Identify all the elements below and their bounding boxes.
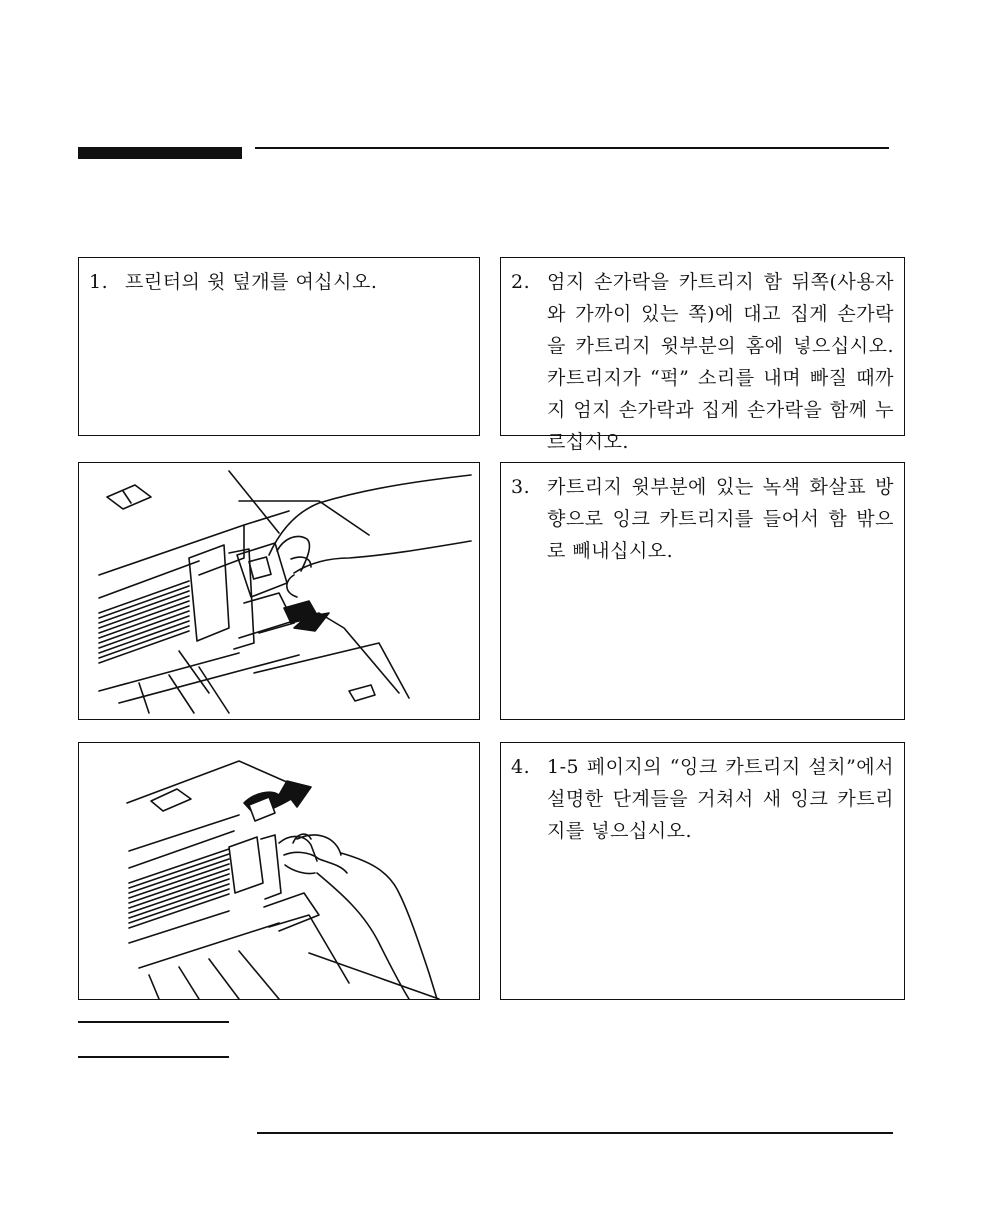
- header-bar: [78, 147, 242, 159]
- step-4-text: 1-5 페이지의 “잉크 카트리지 설치”에서 설명한 단계들을 거쳐서 새 잉크 카트리지를 넣으십시오.: [547, 756, 894, 842]
- footer-rule: [257, 1132, 893, 1134]
- step-3-box: [500, 462, 905, 720]
- step-2-number: 2.: [511, 271, 531, 293]
- illustration-1-box: [78, 462, 480, 720]
- footnote-rule-1: [78, 1021, 229, 1023]
- step-2-box: [500, 257, 905, 453]
- step-1-box: [78, 257, 480, 436]
- step-3-text: 카트리지 윗부분에 있는 녹색 화살표 방향으로 잉크 카트리지를 들어서 함 밖으로 빼내십시오.: [547, 476, 894, 562]
- step-4-number: 4.: [511, 756, 531, 778]
- step-1-text: 프린터의 윗 덮개를 여십시오.: [125, 271, 378, 293]
- step-1-number: 1.: [89, 271, 109, 293]
- step-4-box: [500, 742, 905, 1000]
- printer-cartridge-press-illustration: [79, 463, 479, 719]
- header-rule: [255, 147, 889, 149]
- footnote-rule-2: [78, 1056, 229, 1058]
- step-3-number: 3.: [511, 476, 531, 498]
- illustration-2-box: [78, 742, 480, 1000]
- printer-cartridge-lift-illustration: [79, 743, 479, 999]
- step-2-text: 엄지 손가락을 카트리지 함 뒤쪽(사용자와 가까이 있는 쪽)에 대고 집게 손가락을 카트리지 윗부분의 홈에 넣으십시오. 카트리지가 “퍽” 소리를 내며 빠질 때까지 엄지 손가락과 집게 손가락을 함께 누르십시오.: [547, 271, 894, 453]
